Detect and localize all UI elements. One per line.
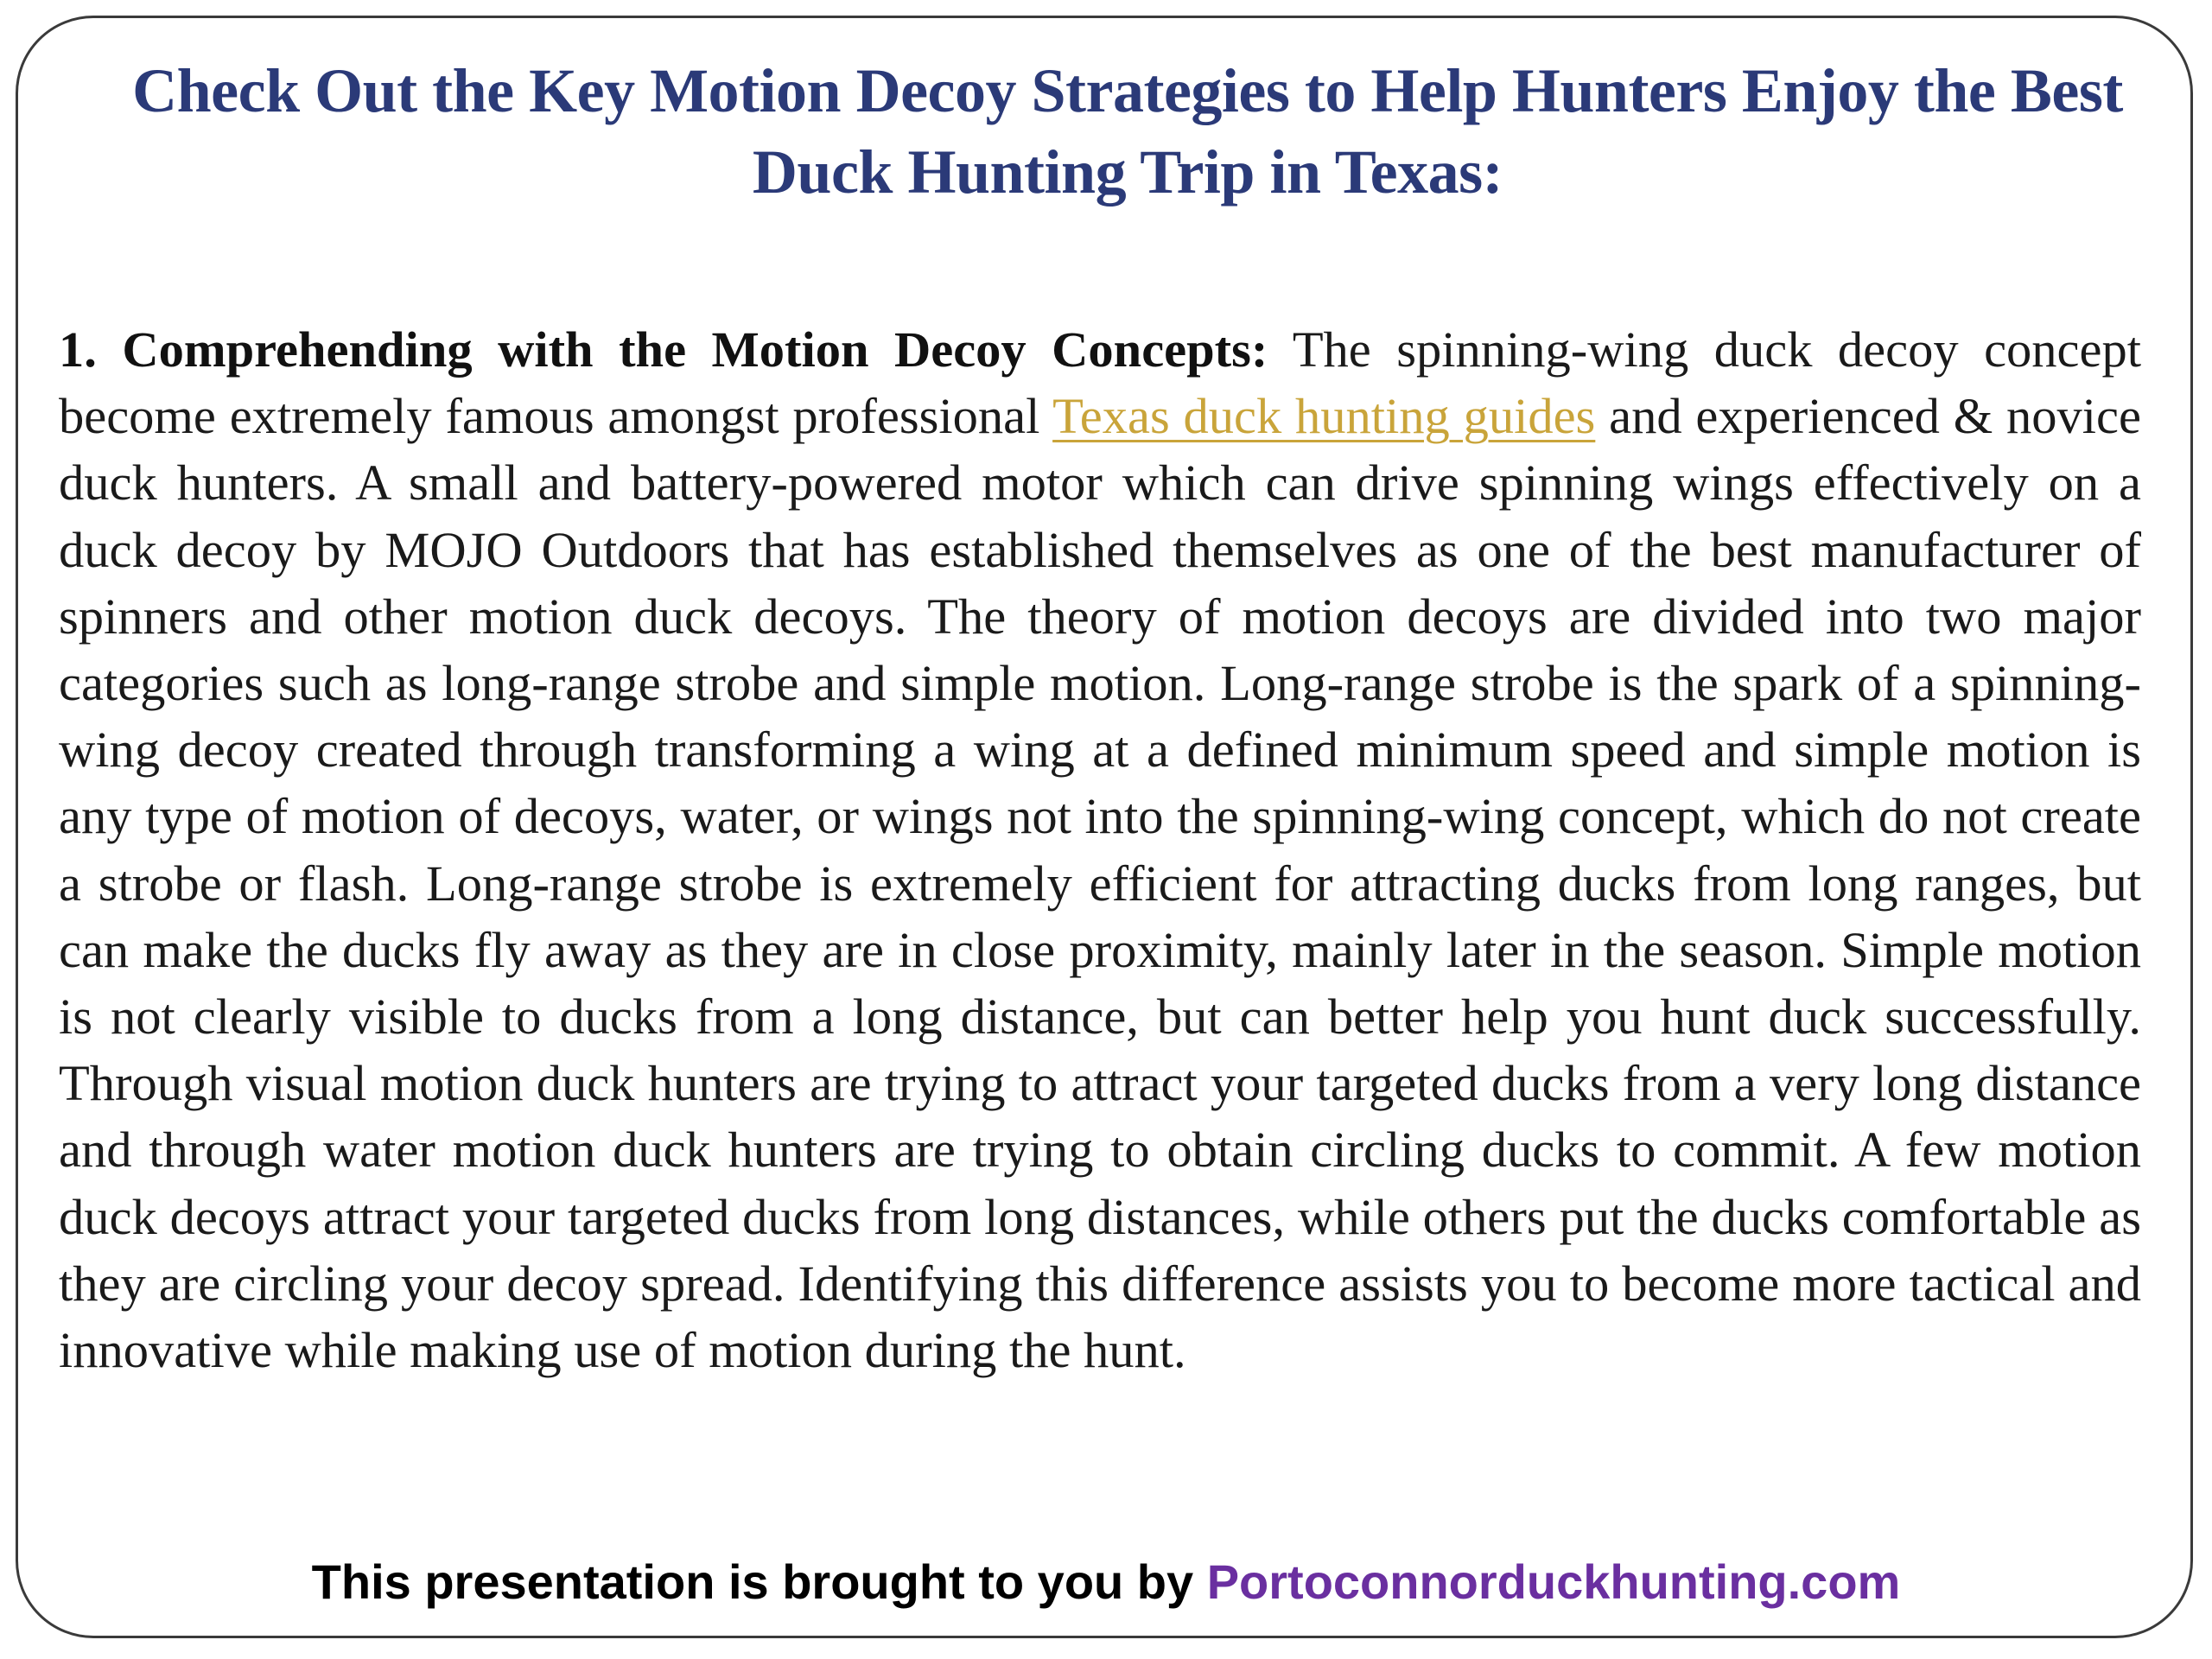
footer-prefix: This presentation is brought to you by xyxy=(311,1554,1207,1609)
footer-site-link[interactable]: Portoconnorduckhunting.com xyxy=(1206,1554,1901,1609)
section-heading: 1. Comprehending with the Motion Decoy Concepts: xyxy=(59,321,1268,378)
slide-title: Check Out the Key Motion Decoy Strategies to Help Hunters Enjoy the Best Duck Hunting Trip in Texas: xyxy=(132,56,2123,207)
texas-duck-hunting-guides-link[interactable]: Texas duck hunting guides xyxy=(1052,388,1596,445)
footer-credit xyxy=(0,1552,2212,1612)
paragraph-text-end: and experienced & novice duck hunters. A small and battery-powered motor which can drive spinning wings effectively on a duck decoy by MOJO Outdoors that has established themselves as one of the best manufacturer of spinners and other motion duck decoys. The theory of motion decoys are divided into two major categories such as long-range strobe and simple motion. Long-range strobe is the spark of a spinning-wing decoy created through transforming a wing at a defined minimum speed and simple motion is any type of motion of decoys, water, or wings not into the spinning-wing concept, which do not create a strobe or flash. Long-range strobe is extremely efficient for attracting ducks from long ranges, but can make the ducks fly away as they are in close proximity, mainly later in the season. Simple motion is not clearly visible to ducks from a long distance, but can better help you hunt duck successfully. Through visual motion duck hunters are trying to attract your targeted ducks from a very long distance and through water motion duck hunters are trying to obtain circling ducks to commit. A few motion duck decoys attract your targeted ducks from long distances, while others put the ducks comfortable as they are circling your decoy spread. Identifying this difference assists you to become more tactical and innovative while making use of motion during the hunt. xyxy=(59,388,2141,1379)
paragraph-text-start: The spinning-wing duck decoy concept become extremely famous amongst professional xyxy=(59,321,2141,445)
section-paragraph xyxy=(59,316,2141,1383)
